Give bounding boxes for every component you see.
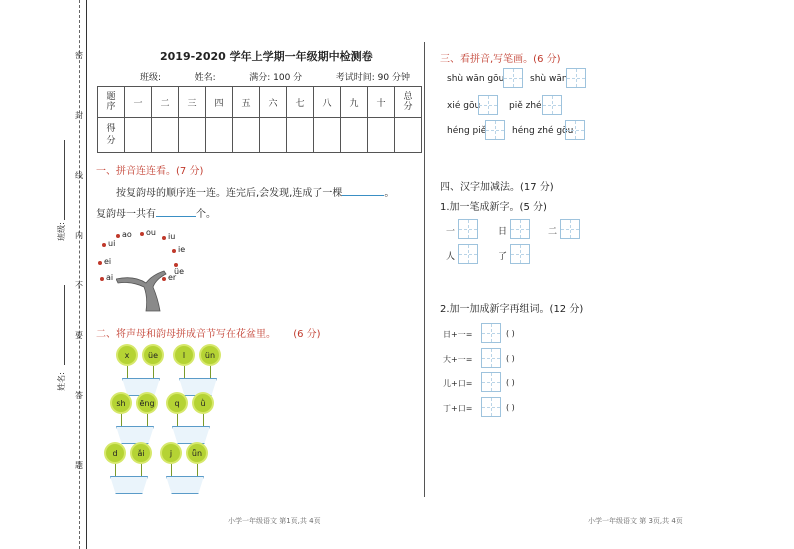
q4-equation: 大+一= (443, 355, 473, 364)
footer-left: 小学一年级语文 第1页,共 4页 (228, 517, 321, 525)
q1-blank-1[interactable] (342, 195, 384, 196)
writing-box[interactable] (485, 120, 505, 140)
seal-char: 内 (75, 231, 83, 240)
q3-title: 三、看拼音,写笔画。(6 分) (440, 54, 561, 65)
q4-equation: 儿+口= (443, 379, 473, 388)
q4-word-paren[interactable]: ( ) (506, 403, 515, 412)
flower-stem (210, 366, 211, 380)
score-cell[interactable] (395, 118, 422, 153)
flower-final: ǎi (132, 444, 150, 462)
letter-iu: iu (168, 232, 176, 241)
writing-box[interactable] (458, 219, 478, 239)
exam-title: 2019-2020 学年上学期一年级期中检测卷 (160, 50, 373, 63)
score-cell[interactable] (179, 118, 206, 153)
q4-title: 四、汉字加减法。(17 分) (440, 182, 554, 193)
q4-word-paren[interactable]: ( ) (506, 378, 515, 387)
q3-item: héng zhé gōu (512, 126, 574, 136)
margin-name-line (64, 285, 65, 365)
info-class: 班级: (140, 73, 162, 83)
writing-box[interactable] (560, 219, 580, 239)
writing-box[interactable] (481, 348, 501, 368)
score-col: 八 (314, 87, 341, 118)
q4-word-paren[interactable]: ( ) (506, 329, 515, 338)
flower-final: ǖn (188, 444, 206, 462)
flower-pair (104, 442, 154, 492)
q2-title-text: 二、将声母和韵母拼成音节写在花盆里。 (96, 329, 276, 340)
q1-blank-2[interactable] (156, 216, 196, 217)
flower-stem (203, 414, 204, 428)
writing-box[interactable] (481, 323, 501, 343)
writing-box[interactable] (542, 95, 562, 115)
flower-pair (110, 392, 160, 442)
flower-stem (184, 366, 185, 380)
flower-initial: sh (112, 394, 130, 412)
letter-ei: ei (104, 257, 112, 266)
flower-pair (173, 344, 223, 394)
writing-box[interactable] (510, 244, 530, 264)
flower-stem (153, 366, 154, 380)
flower-pair (166, 392, 216, 442)
score-table (97, 86, 422, 153)
q1-text1: 按复韵母的顺序连一连。连完后,会发现,连成了一棵 。 (116, 188, 395, 199)
score-head-cell: 题 序 (98, 87, 125, 118)
score-cell[interactable] (260, 118, 287, 153)
score-cell[interactable] (125, 118, 152, 153)
info-time: 考试时间: 90 分钟 (335, 73, 410, 83)
flower-pair (160, 442, 210, 492)
score-total-head: 总 分 (395, 87, 422, 118)
score-col: 十 (368, 87, 395, 118)
q4-sub1: 1.加一笔成新字。(5 分) (440, 202, 547, 213)
score-col: 九 (341, 87, 368, 118)
flower-final: ün (201, 346, 219, 364)
q2-title (96, 325, 321, 340)
letter-ui: ui (108, 239, 116, 248)
score-col: 二 (152, 87, 179, 118)
q2-points: (6 分) (293, 329, 321, 340)
info-full-score: 满分: 100 分 (249, 73, 303, 83)
score-cell[interactable] (233, 118, 260, 153)
letter-dot (162, 236, 166, 240)
flower-initial: j (162, 444, 180, 462)
writing-box[interactable] (478, 95, 498, 115)
score-cell[interactable] (206, 118, 233, 153)
score-cell[interactable] (314, 118, 341, 153)
margin-line-outer (86, 0, 87, 549)
score-cell[interactable] (152, 118, 179, 153)
score-head-cell: 得 分 (98, 118, 125, 153)
flower-pot[interactable] (110, 476, 148, 494)
seal-char: 答 (75, 391, 83, 400)
seal-char: 封 (75, 111, 83, 120)
letter-dot (140, 232, 144, 236)
seal-char: 要 (75, 331, 83, 340)
q4-char: 日 (498, 227, 508, 237)
seal-char: 密 (75, 51, 83, 60)
q4-char: 人 (446, 252, 456, 262)
letter-dot (102, 243, 106, 247)
letter-ie: ie (178, 245, 186, 254)
flower-final: ēng (138, 394, 156, 412)
letter-ai: ai (106, 273, 114, 282)
flower-initial: l (175, 346, 193, 364)
writing-box[interactable] (565, 120, 585, 140)
q3-item: shù wān (530, 74, 568, 84)
score-cell[interactable] (287, 118, 314, 153)
writing-box[interactable] (566, 68, 586, 88)
flower-initial: x (118, 346, 136, 364)
flower-final: ǜ (194, 394, 212, 412)
flower-final: üe (144, 346, 162, 364)
writing-box[interactable] (510, 219, 530, 239)
letter-dot (100, 277, 104, 281)
score-cell[interactable] (341, 118, 368, 153)
writing-box[interactable] (458, 244, 478, 264)
footer-right: 小学一年级语文 第 3页,共 4页 (588, 517, 683, 525)
letter-ao: ao (122, 230, 132, 239)
q4-equation: 日+一= (443, 330, 473, 339)
q4-char: 一 (446, 227, 456, 237)
q4-sub2: 2.加一加成新字再组词。(12 分) (440, 304, 584, 315)
score-col: 一 (125, 87, 152, 118)
score-col: 七 (287, 87, 314, 118)
seal-char: 题 (75, 461, 83, 470)
letter-er: er (168, 273, 177, 282)
score-col: 三 (179, 87, 206, 118)
flower-initial: d (106, 444, 124, 462)
q1-text2-suffix: 个。 (196, 209, 216, 220)
binding-margin (0, 0, 90, 549)
writing-box[interactable] (481, 372, 501, 392)
margin-class-label: 班级: (56, 222, 66, 241)
q3-item: piě zhé (509, 101, 542, 111)
flower-pair (116, 344, 166, 394)
q4-char: 了 (498, 252, 508, 262)
flower-stem (177, 414, 178, 428)
q1-title: 一、拼音连连看。(7 分) (96, 166, 204, 177)
q4-word-paren[interactable]: ( ) (506, 354, 515, 363)
writing-box[interactable] (481, 397, 501, 417)
flower-stem (141, 464, 142, 478)
seal-char: 线 (75, 171, 83, 180)
q1-text2-label: 复韵母一共有 (96, 209, 156, 220)
flower-stem (115, 464, 116, 478)
tree-trunk-icon (116, 265, 176, 313)
flower-stem (147, 414, 148, 428)
q3-item: shù wān gōu (447, 74, 505, 84)
flower-stem (127, 366, 128, 380)
score-col: 四 (206, 87, 233, 118)
margin-name-label: 姓名: (56, 372, 66, 391)
flower-stem (121, 414, 122, 428)
flower-pot[interactable] (166, 476, 204, 494)
letter-ou: ou (146, 228, 156, 237)
score-col: 五 (233, 87, 260, 118)
flower-stem (197, 464, 198, 478)
flower-stem (171, 464, 172, 478)
flower-initial: q (168, 394, 186, 412)
score-cell[interactable] (368, 118, 395, 153)
q1-text1-label: 按复韵母的顺序连一连。连完后,会发现,连成了一棵 (116, 188, 343, 199)
info-line (140, 70, 410, 83)
q4-char: 二 (548, 227, 558, 237)
letter-dot (116, 234, 120, 238)
margin-class-line (64, 140, 65, 220)
letter-ue: üe (174, 267, 184, 276)
q3-item: héng piě (447, 126, 487, 136)
page-divider (424, 42, 425, 497)
seal-char: 不 (75, 281, 83, 290)
letter-dot (98, 261, 102, 265)
info-name: 姓名: (194, 73, 216, 83)
letter-dot (172, 249, 176, 253)
q1-text2 (96, 205, 216, 220)
q4-equation: 丁+口= (443, 404, 473, 413)
q3-item: xié gōu (447, 101, 481, 111)
q1-tree-area (96, 225, 196, 315)
score-col: 六 (260, 87, 287, 118)
writing-box[interactable] (503, 68, 523, 88)
